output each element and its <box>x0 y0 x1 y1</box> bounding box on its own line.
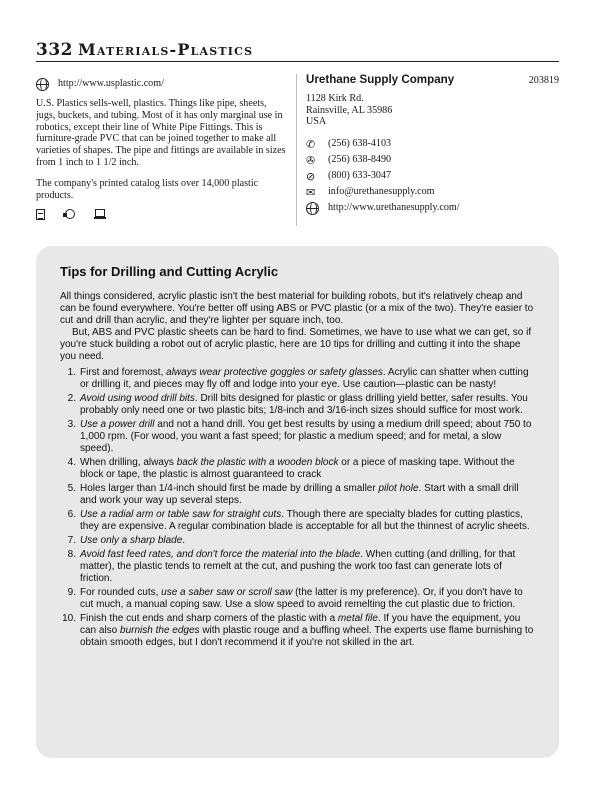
vendor-catalog-note: The company's printed catalog lists over 14,000 plastic products. <box>36 177 259 201</box>
tip-emphasis: Use only a sharp blade <box>80 535 183 546</box>
tip-text: with plastic rouge and a buffing wheel. The experts use flame burnishing to obtain smooth edges, but I don't recommend it if you're not skilled in the art. <box>80 625 534 648</box>
vendor-address <box>306 93 559 128</box>
tip-text: . If you have the equipment, you can also <box>80 613 521 636</box>
tip-text: First and foremost, <box>80 367 167 378</box>
tip-text: . Drill bits designed for plastic or glass drilling yield better, safer results. You probably only need one or two plastic bits; 1/8-inch and 3/16-inch sizes should suffice for most work. <box>80 393 528 416</box>
tip-number: 4. <box>67 457 76 468</box>
vendor-entry-urethane-supply <box>306 74 559 216</box>
tip-emphasis: pilot hole <box>378 483 419 494</box>
document-icon <box>36 209 45 220</box>
tollfree-number[interactable]: (800) 633-3047 <box>328 170 392 182</box>
address-line: 1128 Kirk Rd. <box>306 92 364 104</box>
vendor-code: 203819 <box>528 75 559 86</box>
tips-list <box>60 367 536 649</box>
tip-text: and not a hand drill. You get best results by using a medium drill speed; about 750 to 1,000 rpm. (For wood, you want a fast speed; for plastic a medium speed; and for metal, a slow speed). <box>80 419 532 454</box>
tip-item <box>60 535 536 547</box>
tip-number: 1. <box>67 367 76 378</box>
tip-text: For rounded cuts, <box>80 587 162 598</box>
tip-emphasis: back the plastic with a wooden block <box>176 457 339 468</box>
network-icon <box>63 208 76 220</box>
fax-row <box>306 152 559 168</box>
sidebar-title: Tips for Drilling and Cutting Acrylic <box>60 264 279 279</box>
tip-item <box>60 393 536 417</box>
tip-number: 10. <box>62 613 76 624</box>
url-row <box>36 76 288 92</box>
vendor-url[interactable]: http://www.urethanesupply.com/ <box>328 202 460 214</box>
column-divider <box>296 74 297 226</box>
tip-emphasis: metal file <box>337 613 378 624</box>
vendor-name: Urethane Supply Company <box>306 73 455 86</box>
tip-text: When drilling, always <box>80 457 177 468</box>
resource-icons <box>36 208 288 220</box>
url-row <box>306 200 559 216</box>
tip-item <box>60 613 536 649</box>
tip-emphasis: use a saber saw or scroll saw <box>161 587 293 598</box>
tip-emphasis: Avoid fast feed rates, and don't force the material into the blade <box>80 549 361 560</box>
globe-icon <box>36 78 49 91</box>
tip-number: 2. <box>67 393 76 404</box>
email-address[interactable]: info@urethanesupply.com <box>328 186 435 198</box>
tip-emphasis: Avoid using wood drill bits <box>80 393 195 404</box>
tip-item <box>60 419 536 455</box>
section-title: Materials-Plastics <box>78 40 254 59</box>
tip-text: . Acrylic can shatter when cutting or drilling it, and pieces may fly off and lodge into your eye. Use caution—plastic can be nasty! <box>80 367 529 390</box>
tip-item <box>60 587 536 611</box>
tollfree-row <box>306 168 559 184</box>
address-line: Rainsville, AL 35986 <box>306 104 393 116</box>
tip-text: . Start with a small drill and work your way up several steps. <box>80 483 519 506</box>
tip-number: 6. <box>67 509 76 520</box>
tip-emphasis: Use a radial arm or table saw for straight cuts <box>80 509 282 520</box>
tip-emphasis: burnish the edges <box>120 625 200 636</box>
email-row <box>306 184 559 200</box>
tip-text: or a piece of masking tape. Without the block or tape, the plastic is almost guaranteed to crack <box>80 457 515 480</box>
tips-sidebar-box <box>36 246 559 758</box>
sidebar-intro-2: But, ABS and PVC plastic sheets can be hard to find. Sometimes, we have to use what we can get, so if you're stuck building a robot out of acrylic plastic, here are 10 tips for drilling and cutting it into the shape you need. <box>60 327 532 362</box>
tip-text: . <box>182 535 186 546</box>
tip-number: 9. <box>67 587 76 598</box>
tip-item <box>60 457 536 481</box>
fax-number: (256) 638-8490 <box>328 154 392 166</box>
phone-number[interactable]: (256) 638-4103 <box>328 138 392 150</box>
tip-text: (the latter is my preference). Or, if you don't have to cut much, a manual coping saw. Use a slow speed to avoid remelting the cut plastic due to friction. <box>80 587 523 610</box>
vendor-heading <box>306 74 559 87</box>
tip-text: Finish the cut ends and sharp corners of the plastic with a <box>80 613 338 624</box>
tip-item <box>60 367 536 391</box>
no-charge-icon: ⊘ <box>306 169 316 183</box>
computer-icon <box>94 209 106 220</box>
sidebar-intro: All things considered, acrylic plastic isn't the best material for building robots, but it's relatively cheap and can be found everywhere. You're better off using ABS or PVC plastic (or a mix of the two). They're easier to cut and drill than acrylic, and they're lighter per square inch, too. <box>60 291 534 326</box>
vendor-description: U.S. Plastics sells-well, plastics. Things like pipe, sheets, jugs, buckets, and tubing. Most of it has only marginal use in robotics, except their line of White Pipe Fittings. This is furniture-grade PVC that can be joined together to make all varieties of shapes. The pipe and fittings are available in sizes from 1 inch to 1 1/2 inch. <box>36 98 286 168</box>
tip-item <box>60 549 536 585</box>
address-line: USA <box>306 116 327 128</box>
fax-icon: ✇ <box>306 153 316 167</box>
tip-text: Holes larger than 1/4-inch should first be made by drilling a smaller <box>80 483 379 494</box>
tip-item <box>60 483 536 507</box>
globe-icon <box>306 202 319 215</box>
tip-item <box>60 509 536 533</box>
vendor-url[interactable]: http://www.usplastic.com/ <box>58 78 164 90</box>
tip-text: . When cutting (and drilling, for that matter), the plastic tends to remelt at the cut, and pushing the work too fast can generate lots of friction. <box>80 549 516 584</box>
vendor-entry-us-plastics <box>36 76 288 220</box>
phone-icon: ✆ <box>306 137 316 151</box>
tip-number: 3. <box>67 419 76 430</box>
tip-text: . Though there are specialty blades for cutting plastics, they are expensive. A regular combination blade is acceptable for all but the thinnest of acrylic sheets. <box>80 509 530 532</box>
tip-emphasis: Use a power drill <box>80 419 155 430</box>
tip-number: 7. <box>67 535 76 546</box>
tip-emphasis: always wear protective goggles or safety glasses <box>166 367 383 378</box>
page-header <box>36 40 559 62</box>
tip-number: 5. <box>67 483 76 494</box>
phone-row <box>306 136 559 152</box>
tip-number: 8. <box>67 549 76 560</box>
envelope-icon: ✉ <box>306 185 316 199</box>
page-number: 332 <box>36 40 73 60</box>
